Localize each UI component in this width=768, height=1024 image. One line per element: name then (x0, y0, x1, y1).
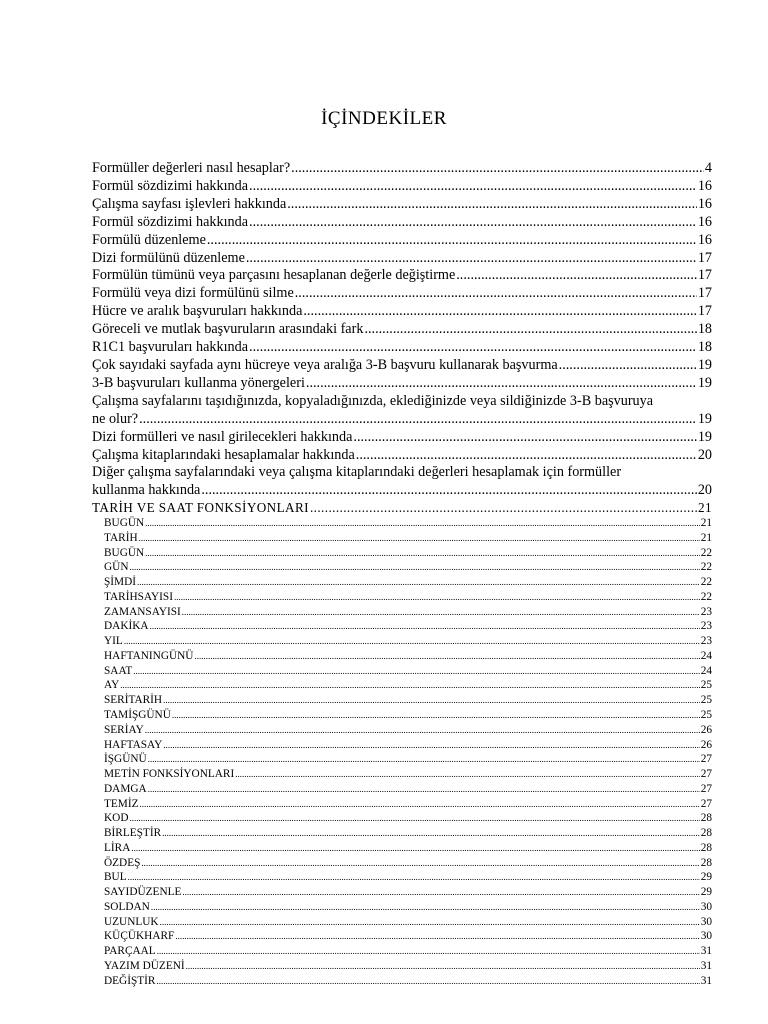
toc-entry-label: SERİTARİH (104, 694, 163, 707)
toc-entry-label: UZUNLUK (104, 915, 159, 928)
dot-leader (172, 708, 700, 723)
toc-entry-page: 23 (700, 605, 712, 618)
dot-leader (310, 500, 697, 516)
toc-entry[interactable] (92, 339, 712, 357)
toc-entry-page: 27 (700, 753, 712, 766)
toc-entry-page: 31 (700, 959, 712, 972)
dot-leader (246, 250, 697, 268)
toc-entry-page: 23 (700, 635, 712, 648)
toc-entry[interactable] (92, 321, 712, 339)
dot-leader (356, 447, 697, 465)
toc-sub-entry[interactable] (92, 723, 712, 738)
toc-sub-entry[interactable] (92, 782, 712, 797)
toc-entry-label-line2: kullanma hakkında (92, 482, 201, 499)
dot-leader (291, 160, 704, 178)
toc-sub-entry[interactable] (92, 678, 712, 693)
toc-entry-label: Formüller değerleri nasıl hesaplar? (92, 160, 291, 176)
toc-entry-label: METİN FONKSİYONLARI (104, 768, 235, 781)
dot-leader (129, 560, 699, 575)
toc-entry-label: BİRLEŞTİR (104, 827, 162, 840)
toc-entry-label: PARÇAAL (104, 945, 156, 958)
main-entries-group-2 (92, 429, 712, 465)
toc-sub-entry[interactable] (92, 856, 712, 871)
toc-sub-entry[interactable] (92, 870, 712, 885)
toc-sub-entry[interactable] (92, 516, 712, 531)
toc-entry-page: 22 (700, 576, 712, 589)
dot-leader (156, 974, 699, 989)
dot-leader (139, 531, 700, 546)
toc-entry-page: 28 (700, 856, 712, 869)
toc-sub-entry[interactable] (92, 708, 712, 723)
dot-leader (133, 664, 699, 679)
toc-entry-label: Dizi formülleri ve nasıl girilecekleri hakkında (92, 428, 353, 445)
toc-entry-page: 18 (697, 339, 712, 356)
toc-sub-entry[interactable] (92, 634, 712, 649)
toc-entry-page: 29 (700, 886, 712, 899)
dot-leader (303, 303, 696, 321)
dot-leader (306, 375, 697, 393)
toc-entry-label: TARİH (104, 531, 138, 544)
sub-entries-group (92, 516, 712, 989)
toc-sub-entry[interactable] (92, 929, 712, 944)
toc-entry-label: YAZIM DÜZENİ (104, 959, 185, 972)
toc-entry-label: DAMGA (104, 782, 147, 795)
dot-leader (148, 782, 700, 797)
dot-leader (201, 482, 696, 500)
toc-entry-label: TAMİŞGÜNÜ (104, 708, 171, 721)
toc-entry-page: 17 (697, 267, 712, 284)
toc-entry-label-line1: Çalışma sayfalarını taşıdığınızda, kopyaladığınızda, eklediğinizde veya sildiğinizde 3-B başvuruya (92, 392, 654, 409)
dot-leader (145, 516, 700, 531)
toc-entry-label: SAAT (104, 664, 133, 677)
toc-entry[interactable] (92, 178, 712, 196)
toc-sub-entry[interactable] (92, 546, 712, 561)
dot-leader (364, 321, 696, 339)
dot-leader (151, 900, 700, 915)
toc-entry[interactable] (92, 160, 712, 178)
dot-leader (175, 929, 699, 944)
dot-leader (145, 723, 700, 738)
toc-entry[interactable] (92, 214, 712, 232)
toc-entry-label: YIL (104, 635, 123, 648)
toc-entry-page: 17 (697, 285, 712, 302)
toc-entry-label: Çalışma kitaplarındaki hesaplamalar hakkında (92, 446, 355, 463)
toc-entry[interactable] (92, 250, 712, 268)
toc-sub-entry[interactable] (92, 590, 712, 605)
dot-leader (148, 752, 700, 767)
toc-entry-page: 30 (700, 915, 712, 928)
toc-entry-label: Çalışma sayfası işlevleri hakkında (92, 195, 287, 212)
dot-leader (559, 357, 697, 375)
toc-entry-label: ŞİMDİ (104, 576, 137, 589)
toc-sub-entry[interactable] (92, 811, 712, 826)
dot-leader (137, 575, 700, 590)
toc-entry-label: TEMİZ (104, 797, 139, 810)
dot-leader (129, 811, 699, 826)
toc-entry-label: SOLDAN (104, 900, 150, 913)
toc-sub-entry[interactable] (92, 575, 712, 590)
toc-entry-page: 19 (697, 428, 712, 445)
toc-entry-page: 16 (697, 213, 712, 230)
toc-section-heading[interactable] (92, 500, 712, 516)
section-label: TARİH VE SAAT FONKSİYONLARI (92, 500, 309, 516)
toc-sub-entry[interactable] (92, 649, 712, 664)
dot-leader (145, 546, 700, 561)
toc-entry-label: Çok sayıdaki sayfada aynı hücreye veya aralığa 3-B başvuru kullanarak başvurma (92, 356, 558, 373)
toc-entry-line2 (92, 411, 712, 429)
toc-entry-page: 31 (700, 945, 712, 958)
toc-entry-page: 29 (700, 871, 712, 884)
section-page: 21 (698, 500, 712, 516)
toc-sub-entry[interactable] (92, 738, 712, 753)
toc-entry-label: İŞGÜNÜ (104, 753, 147, 766)
toc-entry-page: 27 (700, 797, 712, 810)
toc-entry-label: BUL (104, 871, 127, 884)
toc-entry-page: 18 (697, 321, 712, 338)
toc-entry-label: Dizi formülünü düzenleme (92, 249, 245, 266)
toc-entry-label: Formül sözdizimi hakkında (92, 213, 249, 230)
toc-entry-label: Formülü veya dizi formülünü silme (92, 285, 294, 302)
dot-leader (174, 590, 700, 605)
toc-sub-entry[interactable] (92, 767, 712, 782)
dot-leader (249, 214, 697, 232)
toc-entry-page: 19 (697, 374, 712, 391)
toc-entry-page: 25 (700, 679, 712, 692)
toc-entry-page: 21 (700, 531, 712, 544)
toc-entry-page: 20 (697, 482, 712, 499)
toc-sub-entry[interactable] (92, 900, 712, 915)
page-title: İÇİNDEKİLER (321, 108, 447, 129)
toc-entry[interactable] (92, 375, 712, 393)
dot-leader (160, 915, 700, 930)
toc-entry-label: Formülü düzenleme (92, 231, 206, 248)
dot-leader (235, 767, 699, 782)
toc-entry-page: 4 (704, 160, 712, 176)
toc-entry-page: 22 (700, 561, 712, 574)
toc-entry-page: 26 (700, 738, 712, 751)
toc-sub-entry[interactable] (92, 531, 712, 546)
main-entries-group (92, 160, 712, 393)
dot-leader (249, 339, 697, 357)
toc-entry-page: 28 (700, 827, 712, 840)
toc-sub-entry[interactable] (92, 959, 712, 974)
toc-entry-page: 31 (700, 974, 712, 987)
dot-leader (150, 619, 700, 634)
toc-entry-page: 28 (700, 812, 712, 825)
toc-entry-line2 (92, 482, 712, 500)
dot-leader (182, 885, 699, 900)
toc-entry-label: Hücre ve aralık başvuruları hakkında (92, 303, 303, 320)
toc-entry-label: 3-B başvuruları kullanma yönergeleri (92, 374, 305, 391)
toc-entry-page: 16 (697, 177, 712, 194)
dot-leader (287, 196, 697, 214)
toc-entry-page: 23 (700, 620, 712, 633)
toc-sub-entry[interactable] (92, 560, 712, 575)
toc-entry-label: BUGÜN (104, 517, 145, 530)
dot-leader (207, 232, 697, 250)
toc-sub-entry[interactable] (92, 693, 712, 708)
toc-entry[interactable] (92, 429, 712, 447)
toc-entry-label-line1: Diğer çalışma sayfalarındaki veya çalışma kitaplarındaki değerleri hesaplamak için formüller (92, 464, 622, 481)
toc-entry-page: 24 (700, 649, 712, 662)
toc-entry-page: 22 (700, 546, 712, 559)
toc-sub-entry[interactable] (92, 619, 712, 634)
toc-entry-page: 16 (697, 231, 712, 248)
toc-entry-page: 25 (700, 694, 712, 707)
toc-sub-entry[interactable] (92, 841, 712, 856)
toc-sub-entry[interactable] (92, 605, 712, 620)
dot-leader (456, 267, 697, 285)
toc-entry-page: 25 (700, 708, 712, 721)
toc-entry-wrapped[interactable] (92, 393, 712, 429)
toc-entry[interactable] (92, 447, 712, 465)
dot-leader (182, 605, 700, 620)
toc-entry-page: 30 (700, 900, 712, 913)
dot-leader (163, 693, 700, 708)
dot-leader (120, 678, 699, 693)
toc-entry[interactable] (92, 303, 712, 321)
toc-entry-label: Formülün tümünü veya parçasını hesaplanan değerle değiştirme (92, 267, 456, 284)
toc-entry-label-line2: ne olur? (92, 410, 139, 427)
toc-entry-page: 17 (697, 249, 712, 266)
toc-entry-label: GÜN (104, 561, 129, 574)
toc-entry-label: HAFTANINGÜNÜ (104, 649, 194, 662)
toc-entry-label: R1C1 başvuruları hakkında (92, 339, 249, 356)
toc-sub-entry[interactable] (92, 752, 712, 767)
toc-sub-entry[interactable] (92, 664, 712, 679)
toc-entry-label: TARİHSAYISI (104, 590, 173, 603)
dot-leader (141, 856, 699, 871)
toc-entry[interactable] (92, 196, 712, 214)
toc-entry-label: KOD (104, 812, 129, 825)
dot-leader (124, 634, 700, 649)
toc-sub-entry[interactable] (92, 974, 712, 989)
toc-sub-entry[interactable] (92, 915, 712, 930)
toc-entry-label: Göreceli ve mutlak başvuruların arasındaki fark (92, 321, 364, 338)
dot-leader (162, 826, 700, 841)
dot-leader (249, 178, 697, 196)
dot-leader (353, 429, 696, 447)
dot-leader (186, 959, 700, 974)
toc-entry-page: 19 (697, 356, 712, 373)
toc-entry-page: 28 (700, 841, 712, 854)
dot-leader (131, 841, 699, 856)
toc-entry[interactable] (92, 357, 712, 375)
toc-entry[interactable] (92, 285, 712, 303)
toc-sub-entry[interactable] (92, 944, 712, 959)
dot-leader (194, 649, 699, 664)
toc-entry-page: 21 (700, 517, 712, 530)
toc-entry-page: 20 (697, 446, 712, 463)
toc-sub-entry[interactable] (92, 826, 712, 841)
dot-leader (295, 285, 697, 303)
toc-entry-page: 19 (697, 410, 712, 427)
dot-leader (140, 797, 700, 812)
toc-entry[interactable] (92, 267, 712, 285)
toc-entry-label: SERİAY (104, 723, 144, 736)
table-of-contents (92, 160, 712, 989)
toc-entry-page: 30 (700, 930, 712, 943)
toc-entry-page: 26 (700, 723, 712, 736)
toc-entry-page: 16 (697, 195, 712, 212)
toc-sub-entry[interactable] (92, 797, 712, 812)
dot-leader (139, 411, 697, 429)
toc-entry-label: LİRA (104, 841, 131, 854)
toc-entry-label: AY (104, 679, 120, 692)
toc-entry-label: HAFTASAY (104, 738, 163, 751)
toc-entry-label: ZAMANSAYISI (104, 605, 181, 618)
toc-entry-label: BUGÜN (104, 546, 145, 559)
toc-entry-page: 17 (697, 303, 712, 320)
toc-entry-wrapped-2[interactable] (92, 464, 712, 500)
toc-entry-label: SAYIDÜZENLE (104, 886, 182, 899)
toc-entry-label: DEĞİŞTİR (104, 974, 156, 987)
toc-entry-label: DAKİKA (104, 620, 149, 633)
toc-entry-page: 27 (700, 782, 712, 795)
toc-entry-label: ÖZDEŞ (104, 856, 141, 869)
toc-entry-page: 27 (700, 768, 712, 781)
toc-entry-page: 22 (700, 590, 712, 603)
dot-leader (128, 870, 700, 885)
dot-leader (157, 944, 700, 959)
dot-leader (163, 738, 699, 753)
toc-sub-entry[interactable] (92, 885, 712, 900)
toc-entry[interactable] (92, 232, 712, 250)
toc-entry-label: KÜÇÜKHARF (104, 930, 175, 943)
toc-entry-page: 24 (700, 664, 712, 677)
toc-entry-label: Formül sözdizimi hakkında (92, 177, 249, 194)
